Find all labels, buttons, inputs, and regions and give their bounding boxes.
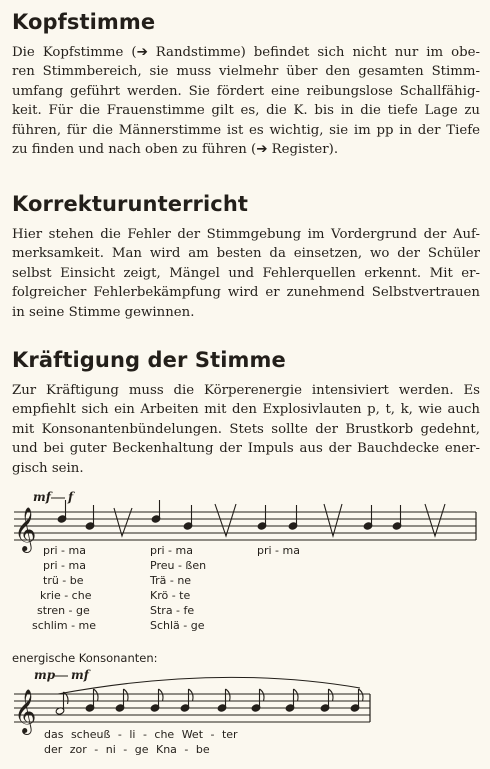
section-heading-kopfstimme: Kopfstimme: [12, 10, 156, 34]
body-line: gisch sein.: [12, 460, 84, 476]
music-example-2: [0, 666, 490, 766]
body-line: selbst Einsicht zeigt, Mängel und Fehlerquellen erkennt. Mit er-: [12, 265, 480, 281]
lyric: schlim - me: [32, 619, 97, 632]
body-line: Die Kopfstimme (➔ Randstimme) befindet sich nicht nur im obe-: [12, 45, 480, 60]
lyric: pri - ma: [150, 544, 193, 557]
dynamic-start: mf: [33, 490, 51, 504]
body-line: folgreicher Fehlerbekämpfung wird er zunehmend Selbstvertrauen: [12, 285, 480, 301]
body-line: keit. Für die Frauenstimme gilt es, die K. bis in die tiefe Lage zu: [12, 103, 480, 119]
body-line: zu finden und nach oben zu führen (➔ Register).: [12, 142, 339, 158]
lyric: pri - ma: [43, 559, 86, 572]
body-line: merksamkeit. Man wird am besten da einsetzen, wo der Schüler: [12, 246, 480, 262]
lyric: pri - ma: [43, 544, 86, 557]
lyric: Krö - te: [150, 589, 191, 602]
dynamic-end: f: [68, 490, 74, 504]
section-heading-kraeftigung: Kräftigung der Stimme: [12, 348, 286, 372]
treble-clef-icon: 𝄞: [14, 507, 37, 551]
body-line: empfiehlt sich ein Arbeiten mit den Explosivlauten p, t, k, wie auch: [12, 402, 480, 418]
lyric: stren - ge: [37, 604, 90, 617]
body-line: Hier stehen die Fehler der Stimmgebung im Vordergrund der Auf-: [12, 227, 480, 242]
section-body-korrekturunterricht: [12, 225, 480, 322]
section-body-kraeftigung: [12, 381, 480, 478]
section-heading-korrekturunterricht: Korrekturunterricht: [12, 192, 249, 216]
example-2-caption: energische Konsonanten:: [12, 651, 158, 665]
section-body-kopfstimme: [12, 43, 480, 159]
treble-clef-icon: 𝄞: [14, 689, 37, 733]
lyric: pri - ma: [257, 544, 300, 557]
body-line: mit Konsonantenbündelungen. Stets sollte der Brustkorb gedehnt,: [12, 421, 480, 437]
lyric: trü - be: [43, 574, 84, 587]
body-line: in seine Stimme gewinnen.: [12, 304, 195, 320]
body-line: führen, für die Männerstimme ist es wichtig, sie im pp in der Tiefe: [12, 122, 480, 138]
dynamic-end: mf: [71, 668, 89, 682]
lyric: Schlä - ge: [150, 619, 205, 632]
body-line: umfang geführt werden. Sie fördert eine reibungslose Schallfähig-: [12, 83, 480, 99]
dynamic-start: mp: [34, 668, 56, 682]
lyric: Stra - fe: [150, 604, 195, 617]
body-line: und bei guter Beckenhaltung der Impuls aus der Bauchdecke ener-: [12, 441, 480, 457]
lyric: Preu - ßen: [150, 559, 207, 572]
lyric-line-2: der zor - ni - ge Kna - be: [44, 743, 210, 756]
body-line: Zur Kräftigung muss die Körperenergie intensiviert werden. Es: [12, 383, 480, 398]
lyric: krie - che: [40, 589, 92, 602]
music-example-1: [0, 488, 490, 638]
lyric: Trä - ne: [150, 574, 192, 587]
body-line: ren Stimmbereich, sie muss vielmehr über den gesamten Stimm-: [12, 64, 480, 80]
lyric-line-1: das scheuß - li - che Wet - ter: [44, 728, 238, 741]
